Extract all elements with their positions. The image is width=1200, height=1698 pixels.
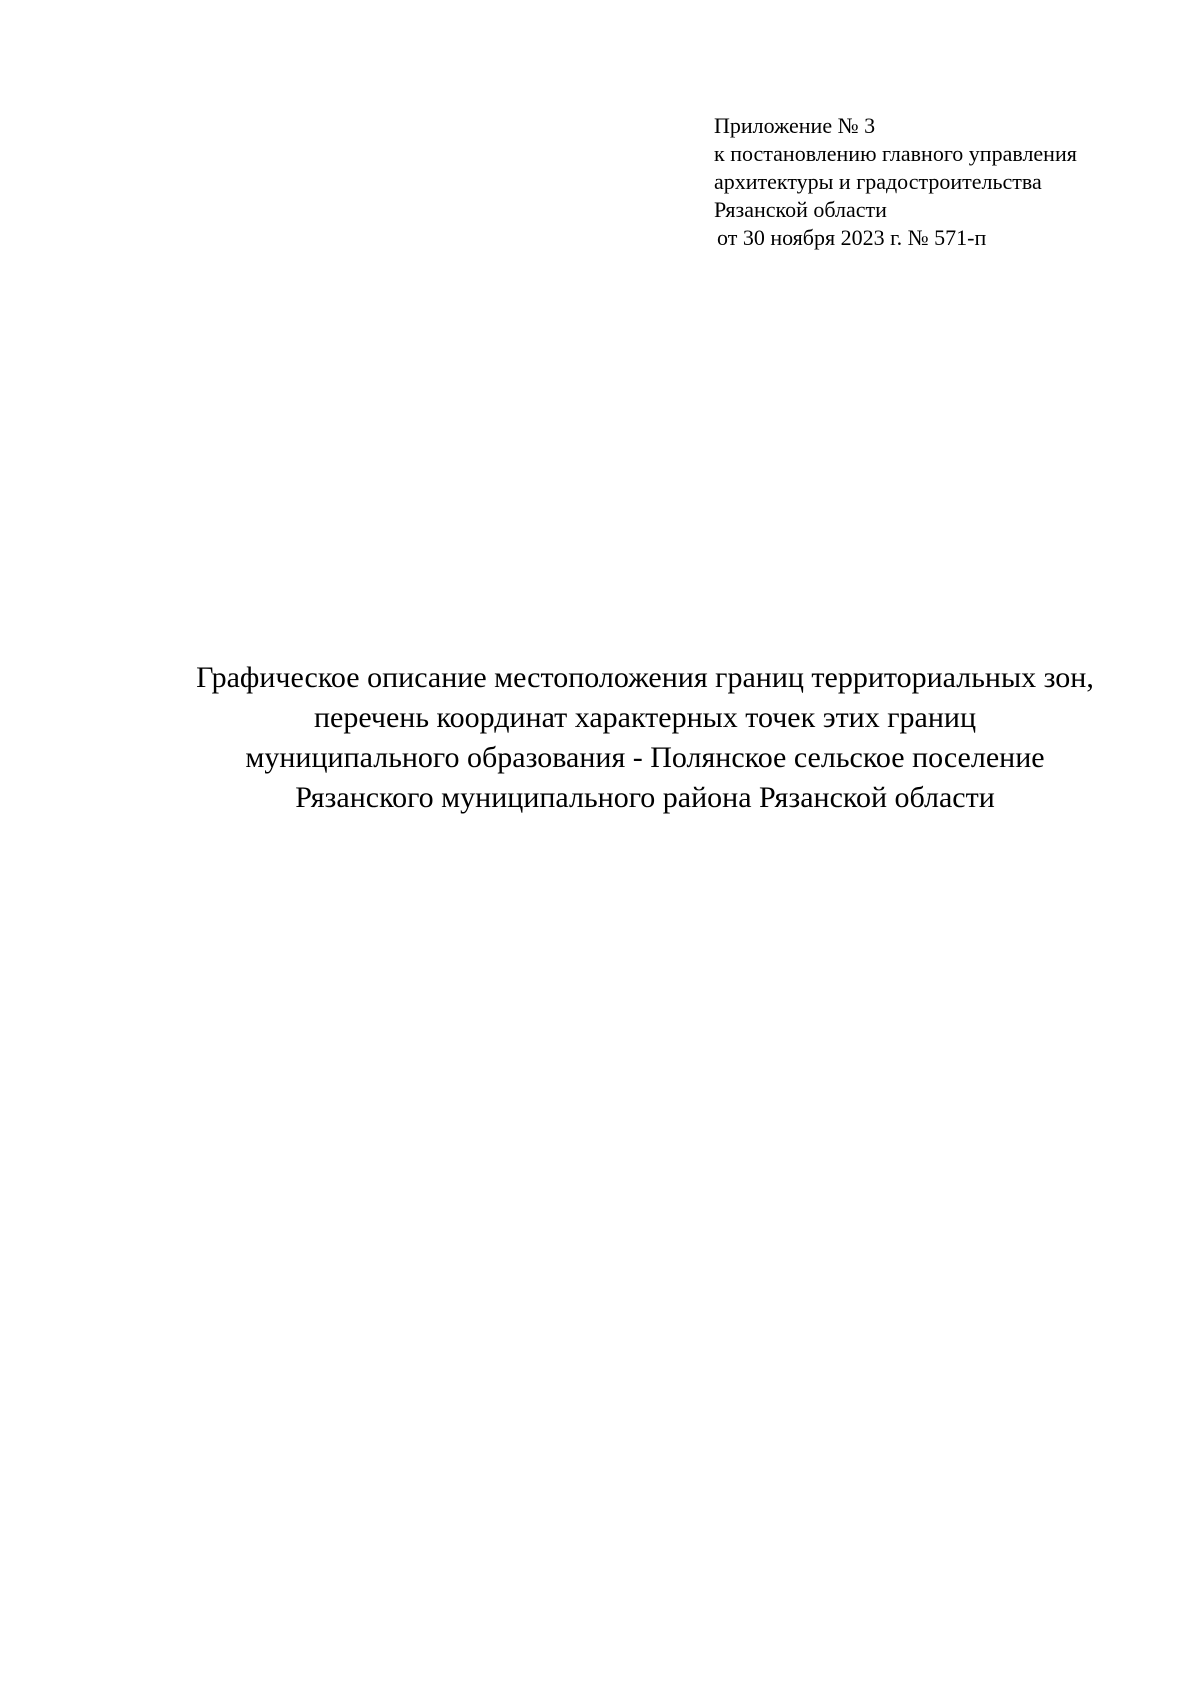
title-line-2: перечень координат характерных точек этих границ bbox=[313, 701, 977, 734]
document-title bbox=[0, 658, 1200, 818]
title-line-4: Рязанского муниципального района Рязанской области bbox=[295, 781, 995, 814]
appendix-decree-line: к постановлению главного управления bbox=[714, 141, 1077, 166]
title-line-1: Графическое описание местоположения границ территориальных зон, bbox=[196, 661, 1094, 694]
appendix-authority-line: архитектуры и градостроительства bbox=[714, 169, 1042, 194]
appendix-region-line: Рязанской области bbox=[714, 197, 887, 222]
appendix-date-number: от 30 ноября 2023 г. № 571-п bbox=[717, 225, 987, 250]
appendix-reference bbox=[714, 112, 1184, 252]
appendix-number: Приложение № 3 bbox=[714, 113, 876, 138]
title-line-3: муниципального образования - Полянское сельское поселение bbox=[245, 741, 1045, 774]
